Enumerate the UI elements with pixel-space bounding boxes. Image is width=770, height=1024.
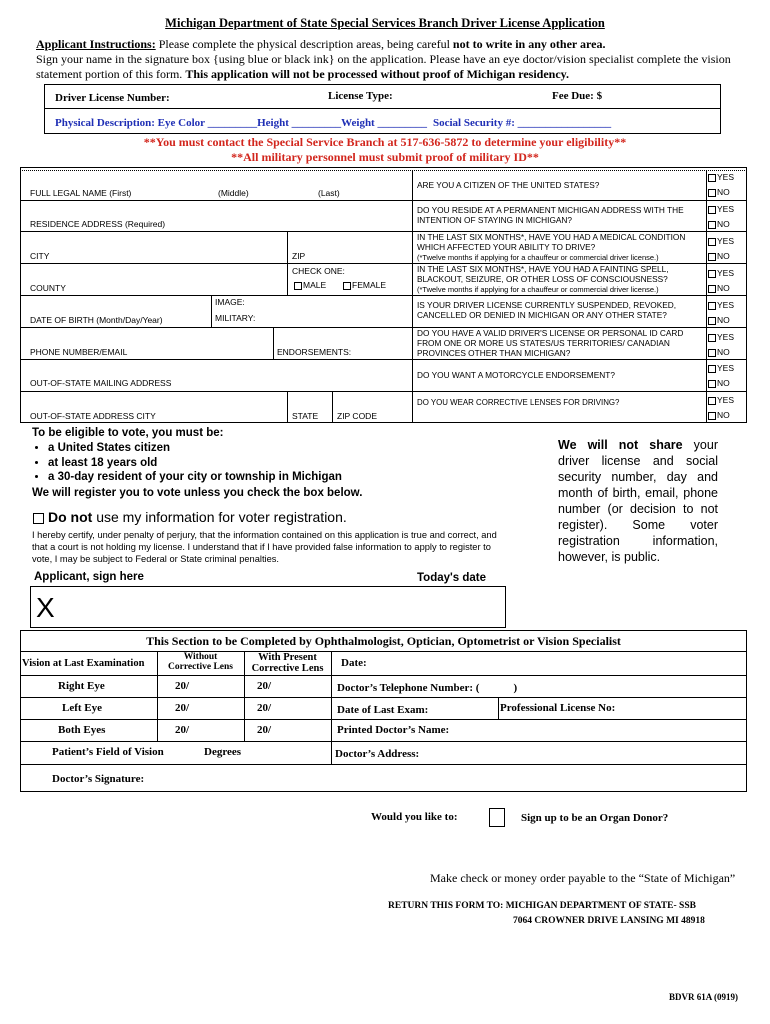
- voter-opt-out[interactable]: [33, 509, 347, 525]
- return-address-line-1: RETURN THIS FORM TO: MICHIGAN DEPARTMENT OF STATE- SSB: [388, 901, 696, 911]
- checkbox-icon[interactable]: [708, 189, 716, 197]
- height-field[interactable]: Height _________: [257, 117, 342, 129]
- question-medical: IN THE LAST SIX MONTHS*, HAVE YOU HAD A MEDICAL CONDITION WHICH AFFECTED YOUR ABILITY TO DRIVE? (*Twelve months if applying for a chauffeur or commercial driver license.): [417, 232, 686, 262]
- voter-eligibility-list: [20, 441, 428, 485]
- residence-yes-checkbox[interactable]: YES: [708, 204, 734, 214]
- fainting-yes-checkbox[interactable]: YES: [708, 268, 734, 278]
- question-residence: DO YOU RESIDE AT A PERMANENT MICHIGAN ADDRESS WITH THE INTENTION OF STAYING IN MICHIGAN?: [417, 205, 684, 225]
- military-label: MILITARY:: [215, 313, 256, 323]
- county-label[interactable]: COUNTY: [30, 283, 66, 293]
- applicant-instructions: [36, 37, 736, 82]
- question-corrective-lenses: DO YOU WEAR CORRECTIVE LENSES FOR DRIVING?: [417, 398, 620, 407]
- checkbox-icon[interactable]: [708, 302, 716, 310]
- checkbox-icon[interactable]: [708, 221, 716, 229]
- residence-no-checkbox[interactable]: NO: [708, 219, 730, 229]
- instructions-bold-1: not to write in any other area.: [452, 37, 606, 51]
- date-last-exam-field[interactable]: Date of Last Exam:: [337, 704, 429, 716]
- todays-date-label: Today's date: [417, 572, 486, 584]
- suspended-yes-checkbox[interactable]: YES: [708, 300, 734, 310]
- checkbox-icon[interactable]: [708, 412, 716, 420]
- checkbox-icon[interactable]: [708, 349, 716, 357]
- voter-opt-out-bold: Do not: [48, 509, 93, 525]
- instructions-bold-2: This application will not be processed without proof of Michigan residency.: [185, 67, 570, 81]
- checkbox-icon[interactable]: [708, 206, 716, 214]
- without-corrective-header: Without Corrective Lens: [168, 652, 233, 672]
- privacy-text: your driver license and social security number, day and month of birth, email, phone number (or decision to not register). Some voter registration information, however, is public.: [558, 438, 718, 564]
- checkbox-icon[interactable]: [708, 253, 716, 261]
- checkbox-icon[interactable]: [708, 285, 716, 293]
- checkbox-icon[interactable]: [708, 365, 716, 373]
- vision-section-title: This Section to be Completed by Ophthalmologist, Optician, Optometrist or Vision Specialist: [146, 634, 621, 648]
- question-motorcycle: DO YOU WANT A MOTORCYCLE ENDORSEMENT?: [417, 370, 615, 380]
- professional-license-field[interactable]: Professional License No:: [500, 702, 616, 714]
- weight-field[interactable]: Weight _________: [341, 117, 427, 129]
- checkbox-icon[interactable]: [343, 282, 351, 290]
- checkbox-icon[interactable]: [708, 317, 716, 325]
- endorsements-label: ENDORSEMENTS:: [277, 347, 352, 357]
- medical-yes-checkbox[interactable]: YES: [708, 236, 734, 246]
- eye-color-field[interactable]: Eye Color _________: [157, 117, 258, 129]
- motorcycle-yes-checkbox[interactable]: YES: [708, 363, 734, 373]
- doctor-signature-field[interactable]: Doctor’s Signature:: [52, 773, 145, 785]
- phone-email-label[interactable]: PHONE NUMBER/EMAIL: [30, 347, 128, 357]
- female-checkbox[interactable]: FEMALE: [343, 280, 386, 290]
- license-type-label[interactable]: License Type:: [328, 90, 393, 102]
- checkbox-icon[interactable]: [708, 174, 716, 182]
- date-of-birth-label[interactable]: DATE OF BIRTH (Month/Day/Year): [30, 315, 163, 325]
- signature-x-mark: X: [36, 592, 55, 623]
- both-eyes-with[interactable]: 20/: [257, 724, 272, 736]
- question-fainting: IN THE LAST SIX MONTHS*, HAVE YOU HAD A FAINTING SPELL, BLACKOUT, SEIZURE, OR OTHER LOSS OF CONSCIOUSNESS? (*Twelve months if applying for a chauffeur or commercial driver license.): [417, 264, 669, 294]
- male-checkbox[interactable]: MALE: [294, 280, 326, 290]
- zip-code-label[interactable]: ZIP CODE: [337, 411, 377, 421]
- checkbox-icon[interactable]: [708, 334, 716, 342]
- organ-donor-label: Sign up to be an Organ Donor?: [521, 812, 669, 824]
- form-code: BDVR 61A (0919): [669, 992, 738, 1002]
- doctor-phone-field[interactable]: Doctor’s Telephone Number: ( ): [337, 682, 518, 694]
- lenses-yes-checkbox[interactable]: YES: [708, 395, 734, 405]
- signature-label: Applicant, sign here: [34, 571, 144, 583]
- privacy-statement: [558, 437, 718, 565]
- other-license-yes-checkbox[interactable]: YES: [708, 332, 734, 342]
- image-label: IMAGE:: [215, 297, 245, 307]
- page-title: Michigan Department of State Special Services Branch Driver License Application: [165, 16, 605, 30]
- divider: [706, 170, 707, 423]
- fee-due-label: Fee Due: $: [552, 90, 603, 102]
- military-notice: **All military personnel must submit proof of military ID**: [231, 150, 539, 164]
- organ-donor-question: Would you like to:: [371, 811, 458, 823]
- instructions-label: Applicant Instructions:: [36, 37, 156, 51]
- with-corrective-header: With Present Corrective Lens: [251, 652, 324, 674]
- divider: [412, 170, 413, 423]
- last-name-label[interactable]: (Last): [318, 188, 340, 198]
- degrees-field[interactable]: Degrees: [204, 746, 242, 758]
- vision-last-exam-header: Vision at Last Examination: [22, 658, 145, 669]
- middle-name-label[interactable]: (Middle): [218, 188, 249, 198]
- question-suspended: IS YOUR DRIVER LICENSE CURRENTLY SUSPENDED, REVOKED, CANCELLED OR DENIED IN MICHIGAN OR ANY OTHER STATE?: [417, 300, 677, 320]
- printed-doctor-name-field[interactable]: Printed Doctor’s Name:: [337, 724, 450, 736]
- physical-description-label: Physical Description:: [55, 117, 155, 129]
- organ-donor-checkbox[interactable]: [489, 808, 505, 827]
- suspended-no-checkbox[interactable]: NO: [708, 315, 730, 325]
- checkbox-icon[interactable]: [708, 380, 716, 388]
- left-eye-with[interactable]: 20/: [257, 702, 272, 714]
- citizen-no-checkbox[interactable]: NO: [708, 187, 730, 197]
- medical-no-checkbox[interactable]: NO: [708, 251, 730, 261]
- physical-description[interactable]: [55, 117, 611, 129]
- voter-eligibility-title: To be eligible to vote, you must be:: [32, 427, 224, 439]
- payment-instructions: Make check or money order payable to the “State of Michigan”: [430, 871, 736, 885]
- voter-register-note: We will register you to vote unless you check the box below.: [32, 487, 363, 499]
- city-label[interactable]: CITY: [30, 251, 50, 261]
- other-license-no-checkbox[interactable]: NO: [708, 347, 730, 357]
- checkbox-icon[interactable]: [708, 238, 716, 246]
- field-of-vision-label: Patient’s Field of Vision: [52, 746, 164, 758]
- voter-opt-out-text: use my information for voter registration.: [92, 509, 347, 525]
- question-other-license: DO YOU HAVE A VALID DRIVER'S LICENSE OR PERSONAL ID CARD FROM ONE OR MORE US STATES/US TERRITORIES/ CANADIAN PROVINCES OTHER THAN MICHIGAN?: [417, 328, 684, 358]
- privacy-bold: We will not share: [558, 438, 683, 452]
- both-eyes-without[interactable]: 20/: [175, 724, 190, 736]
- list-item: • at least 18 years old: [48, 456, 428, 471]
- vision-date-label[interactable]: Date:: [341, 657, 367, 669]
- full-name-first-label[interactable]: FULL LEGAL NAME (First): [30, 188, 132, 198]
- check-one-label: CHECK ONE:: [292, 266, 345, 276]
- zip-label[interactable]: ZIP: [292, 251, 306, 261]
- fainting-no-checkbox[interactable]: NO: [708, 283, 730, 293]
- instructions-text-1: Please complete the physical description areas, being careful: [155, 37, 453, 51]
- motorcycle-no-checkbox[interactable]: NO: [708, 378, 730, 388]
- list-item: • a 30-day resident of your city or township in Michigan: [48, 470, 428, 485]
- right-eye-without[interactable]: 20/: [175, 680, 190, 692]
- return-address-line-2: 7064 CROWNER DRIVE LANSING MI 48918: [513, 916, 705, 926]
- checkbox-icon[interactable]: [708, 397, 716, 405]
- lenses-no-checkbox[interactable]: NO: [708, 410, 730, 420]
- instructions-text-2: Sign your name in the signature box {using blue or black ink} on the application. Please have an eye doctor/vision specialist complete the vision statement portion of this form.: [36, 52, 731, 81]
- signature-box[interactable]: [30, 586, 506, 628]
- oos-city-label[interactable]: OUT-OF-STATE ADDRESS CITY: [30, 411, 156, 421]
- driver-license-number-label[interactable]: Driver License Number:: [55, 92, 170, 104]
- question-citizen: ARE YOU A CITIZEN OF THE UNITED STATES?: [417, 180, 600, 190]
- doctor-address-field[interactable]: Doctor’s Address:: [335, 748, 420, 760]
- divider: [20, 170, 747, 171]
- right-eye-with[interactable]: 20/: [257, 680, 272, 692]
- left-eye-label: Left Eye: [62, 702, 103, 714]
- both-eyes-label: Both Eyes: [58, 724, 106, 736]
- list-item: • a United States citizen: [48, 441, 428, 456]
- eligibility-notice: **You must contact the Special Service Branch at 517-636-5872 to determine your eligibility**: [143, 135, 627, 149]
- left-eye-without[interactable]: 20/: [175, 702, 190, 714]
- certification-text: I hereby certify, under penalty of perjury, that the information contained on this application is true and correct, and that a court is not holding my license. I understand that if I have provided false information to apply to register to vote, I may be subject to Federal or State criminal penalties.: [32, 530, 497, 564]
- right-eye-label: Right Eye: [58, 680, 105, 692]
- state-label[interactable]: STATE: [292, 411, 319, 421]
- residence-address-label[interactable]: RESIDENCE ADDRESS (Required): [30, 219, 166, 229]
- citizen-yes-checkbox[interactable]: YES: [708, 172, 734, 182]
- voter-opt-out-checkbox[interactable]: [33, 513, 44, 524]
- oos-mailing-address-label[interactable]: OUT-OF-STATE MAILING ADDRESS: [30, 378, 172, 388]
- social-security-field[interactable]: Social Security #: _________________: [432, 117, 612, 129]
- checkbox-icon[interactable]: [294, 282, 302, 290]
- checkbox-icon[interactable]: [708, 270, 716, 278]
